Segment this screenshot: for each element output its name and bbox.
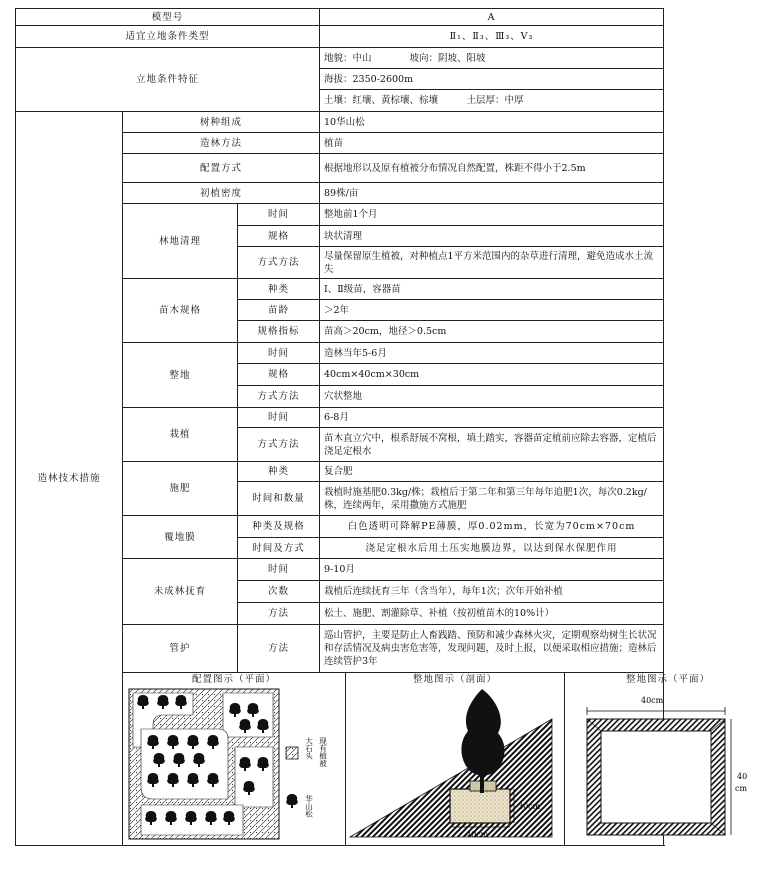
plan-top-label: 40cm (641, 696, 664, 705)
planting-key-method: 方式方法 (238, 428, 320, 462)
tending-value-method: 松土、施肥、割灌除草、补植（按初植苗木的10%计） (320, 603, 664, 625)
tending-key-count: 次数 (238, 581, 320, 603)
management-key-method: 方法 (238, 625, 320, 673)
legend-rock: 大石头 (304, 737, 314, 760)
row-value-species: 10华山松 (320, 112, 664, 133)
group-tending-label: 未成林抚育 (123, 559, 238, 625)
mulch-value-method: 浇足定根水后用土压实地膜边界，以达到保水保肥作用 (320, 538, 664, 559)
figure-layout-title: 配置图示（平面） (191, 674, 276, 685)
legend-vegetation: 现有植被 (318, 737, 328, 767)
mulch-key-spec: 种类及规格 (238, 516, 320, 538)
fertilize-value-amount: 栽植时施基肥0.3kg/株；栽植后于第二年和第三年每年追肥1次，每次0.2kg/株，连续两年，采用撒施方式施肥 (320, 482, 664, 516)
fertilize-key-amount: 时间和数量 (238, 482, 320, 516)
site-features-label: 立地条件特征 (16, 48, 320, 112)
prep-key-method: 方式方法 (238, 386, 320, 408)
figure-plan (565, 673, 771, 849)
plan-side-label: 40 (737, 772, 748, 781)
clearing-key-method: 方式方法 (238, 247, 320, 279)
row-value-method: 植苗 (320, 133, 664, 154)
seedling-key-type: 种类 (238, 279, 320, 300)
tending-value-time: 9-10月 (320, 559, 664, 581)
seedling-value-age: ＞2年 (320, 300, 664, 321)
prep-value-method: 穴状整地 (320, 386, 664, 408)
prep-value-time: 造林当年5-6月 (320, 343, 664, 364)
layout-plan-drawing (123, 687, 345, 845)
plan-side-unit: cm (735, 784, 748, 793)
clearing-value-time: 整地前1个月 (320, 204, 664, 226)
prep-value-spec: 40cm×40cm×30cm (320, 364, 664, 386)
site-feature-terrain: 地貌：中山 坡向：阴坡、阳坡 (320, 48, 664, 69)
tending-value-count: 栽植后连续抚育三年（含当年），每年1次；次年开始补植 (320, 581, 664, 603)
row-label-density: 初植密度 (123, 183, 320, 204)
section-drawing (346, 687, 564, 845)
fertilize-key-type: 种类 (238, 462, 320, 482)
group-fertilize-label: 施肥 (123, 462, 238, 516)
group-mulch-label: 覆地膜 (123, 516, 238, 559)
site-feature-altitude: 海拔：2350-2600m (320, 69, 664, 90)
row-value-density: 89株/亩 (320, 183, 664, 204)
group-planting-label: 栽植 (123, 408, 238, 462)
row-label-method: 造林方法 (123, 133, 320, 154)
figure-section (346, 673, 564, 849)
figure-plan-title: 整地图示（平面） (625, 674, 710, 685)
tending-key-time: 时间 (238, 559, 320, 581)
clearing-key-time: 时间 (238, 204, 320, 226)
seedling-value-spec: 苗高＞20cm，地径＞0.5cm (320, 321, 664, 343)
figure-section-title: 整地图示（剖面） (412, 674, 497, 685)
group-prep-label: 整地 (123, 343, 238, 408)
clearing-value-method: 尽量保留原生植被，对种植点1平方米范围内的杂草进行清理，避免造成水土流失 (320, 247, 664, 279)
model-label: 模型号 (16, 9, 320, 26)
seedling-value-type: Ⅰ、Ⅱ级苗，容器苗 (320, 279, 664, 300)
planting-key-time: 时间 (238, 408, 320, 428)
group-management-label: 管护 (123, 625, 238, 673)
mulch-value-spec: 白色透明可降解PE薄膜，厚0.02mm，长宽为70cm×70cm (320, 516, 664, 538)
prep-key-time: 时间 (238, 343, 320, 364)
legend-pine: 华山松 (304, 795, 314, 818)
row-label-species: 树种组成 (123, 112, 320, 133)
group-clearing-label: 林地清理 (123, 204, 238, 279)
seedling-key-spec: 规格指标 (238, 321, 320, 343)
forestation-model-table (15, 8, 748, 871)
clearing-value-spec: 块状清理 (320, 226, 664, 247)
model-value: A (320, 9, 664, 26)
site-feature-soil: 土壤：红壤、黄棕壤、棕壤 土层厚：中厚 (320, 90, 664, 112)
site-type-value: Ⅱ₁、Ⅱ₃、Ⅲ₃、Ⅴ₃ (320, 26, 664, 48)
management-value-method: 巡山管护，主要是防止人畜践踏、预防和减少森林火灾，定期观察幼树生长状况和存活情况及病虫害危害等，发现问题，及时上报，以便采取相应措施；造林后连续管护3年 (320, 625, 664, 673)
figure-layout-plan (123, 673, 345, 849)
plan-drawing (565, 687, 771, 845)
row-value-arrangement: 根据地形以及原有植被分布情况自然配置，株距不得小于2.5m (320, 154, 664, 183)
section-depth-label: 30cm (518, 802, 541, 811)
planting-value-method: 苗木直立穴中，根系舒展不窝根，填土踏实，容器苗定植前应除去容器，定植后浇足定根水 (320, 428, 664, 462)
site-type-label: 适宜立地条件类型 (16, 26, 320, 48)
fertilize-value-type: 复合肥 (320, 462, 664, 482)
row-label-arrangement: 配置方式 (123, 154, 320, 183)
tending-key-method: 方法 (238, 603, 320, 625)
group-seedling-label: 苗木规格 (123, 279, 238, 343)
tech-measures-label: 造林技术措施 (16, 112, 123, 846)
prep-key-spec: 规格 (238, 364, 320, 386)
mulch-key-method: 时间及方式 (238, 538, 320, 559)
clearing-key-spec: 规格 (238, 226, 320, 247)
seedling-key-age: 苗龄 (238, 300, 320, 321)
section-width-label: 40cm (466, 830, 489, 839)
planting-value-time: 6-8月 (320, 408, 664, 428)
